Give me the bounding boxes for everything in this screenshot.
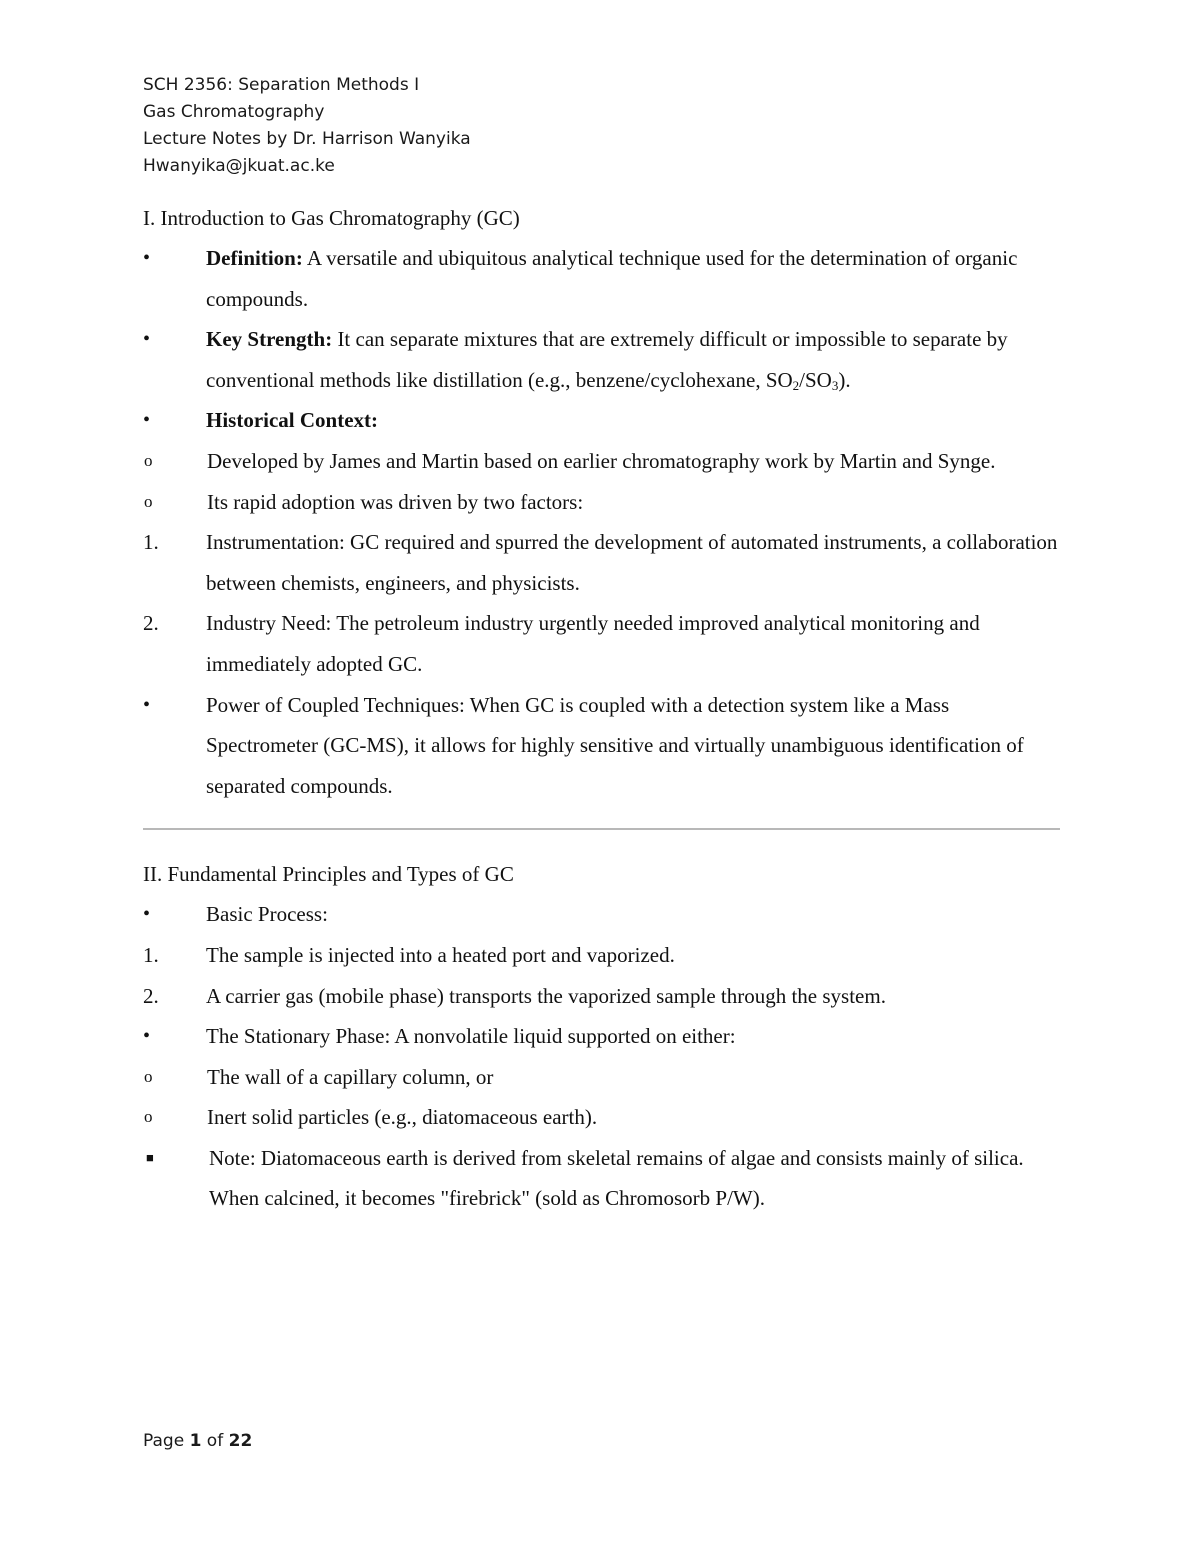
list-number: 2. [143,611,159,636]
bullet-icon: • [143,903,151,926]
list-number: 1. [143,530,159,555]
circle-bullet-icon: o [144,1066,153,1086]
section-2-title: II. Fundamental Principles and Types of GC [143,862,514,887]
list-item-basic-process [143,894,1063,935]
bullet-icon: • [143,409,151,432]
list-item-key-strength [143,319,1063,400]
basic-process-text: Basic Process: [206,902,328,927]
factor-2-text: Industry Need: The petroleum industry urgently needed improved analytical monitoring and immediately adopted GC. [206,611,980,676]
stationary-phase-text: The Stationary Phase: A nonvolatile liquid supported on either: [206,1024,736,1049]
support-1-text: The wall of a capillary column, or [207,1064,494,1089]
strength-mid: /SO [799,367,832,392]
strength-label: Key Strength: [206,327,333,352]
list-item-step-1 [143,935,1063,976]
topic-title: Gas Chromatography [143,102,325,122]
note-text: Note: Diatomaceous earth is derived from skeletal remains of algae and consists mainly of silica. When calcined, it becomes "firebrick" (sold as Chromosorb P/W). [209,1145,1024,1211]
page-total: 22 [228,1431,253,1451]
bullet-icon: • [143,247,151,269]
list-item-support-1 [143,1057,1063,1098]
list-item-note [143,1138,1063,1219]
step-2-text: A carrier gas (mobile phase) transports the vaporized sample through the system. [206,983,886,1008]
square-bullet-icon: ■ [146,1149,154,1165]
page-footer [143,1431,252,1451]
support-2-text: Inert solid particles (e.g., diatomaceous earth). [207,1105,598,1130]
strength-text: It can separate mixtures that are extremely difficult or impossible to separate by conventional methods like distillation (e.g., benzene/cyclohexane, SO [206,327,1008,392]
circle-bullet-icon: o [144,1107,153,1127]
section-1-title: I. Introduction to Gas Chromatography (GC) [143,206,520,230]
document-header [143,72,471,180]
strength-subscript-2: 2 [792,377,800,393]
history-point-2: Its rapid adoption was driven by two factors: [207,489,584,514]
definition-label: Definition: [206,246,303,270]
circle-bullet-icon: o [144,491,153,511]
strength-subscript-3: 3 [831,377,839,393]
strength-end: ). [838,367,851,392]
list-item-history-point-1 [143,441,1063,482]
list-item-definition [143,238,1063,319]
list-item-coupled-techniques [143,685,1063,807]
author-line: Lecture Notes by Dr. Harrison Wanyika [143,129,471,149]
list-item-historical-context [143,400,1063,441]
list-item-factor-2 [143,603,1063,684]
of-label: of [201,1431,229,1451]
bullet-icon: • [143,328,151,351]
author-email: Hwanyika@jkuat.ac.ke [143,156,335,176]
step-1-text: The sample is injected into a heated port and vaporized. [206,942,675,967]
list-number: 1. [143,942,159,967]
bullet-icon: • [143,693,151,716]
list-item-history-point-2 [143,482,1063,523]
list-item-stationary-phase [143,1016,1063,1057]
bullet-icon: • [143,1025,151,1048]
list-item-step-2 [143,976,1063,1017]
factor-1-text: Instrumentation: GC required and spurred the development of automated instruments, a collaboration between chemists, engineers, and physicists. [206,530,1058,595]
history-label: Historical Context: [206,408,379,433]
list-item-factor-1 [143,522,1063,603]
page-number: 1 [189,1431,202,1451]
course-title: SCH 2356: Separation Methods I [143,75,420,95]
page-label: Page [143,1431,190,1451]
coupled-techniques-text: Power of Coupled Techniques: When GC is coupled with a detection system like a Mass Spectrometer (GC-MS), it allows for highly sensitive and virtually unambiguous identification of separated compounds. [206,692,1024,798]
section-divider [143,828,1060,830]
definition-text: A versatile and ubiquitous analytical technique used for the determination of organic compounds. [206,246,1018,311]
list-item-support-2 [143,1097,1063,1138]
history-point-1: Developed by James and Martin based on earlier chromatography work by Martin and Synge. [207,448,996,473]
list-number: 2. [143,983,159,1008]
circle-bullet-icon: o [144,450,153,470]
document-body [143,198,1063,1219]
